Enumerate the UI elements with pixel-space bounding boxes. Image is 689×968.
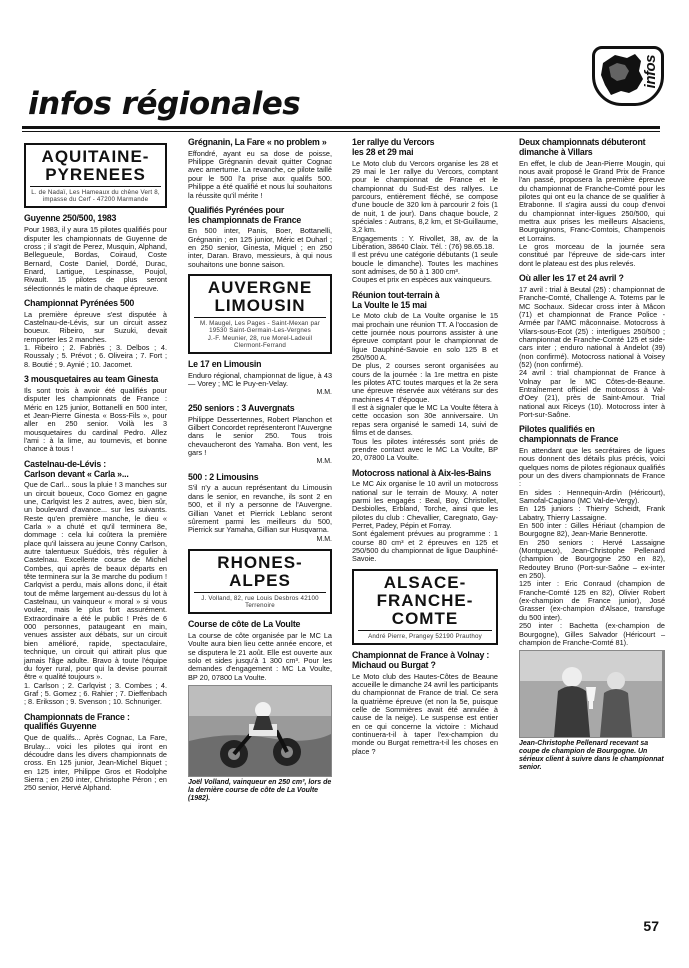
page-number: 57 <box>643 918 659 934</box>
article-heading: 3 mousquetaires au team Ginesta <box>24 374 159 385</box>
article-heading: Course de côte de La Voulte <box>188 619 301 630</box>
column-2 <box>188 138 332 803</box>
article-heading: Le 17 en Limousin <box>188 358 262 369</box>
region-box-alsace <box>352 569 498 645</box>
trophy-photo <box>519 650 665 738</box>
article-body: Le Moto club des Hautes-Côtes de Beaune accueille le dimanche 24 avril les participants du championnat de France de trial. Ce sera la quatrième épreuve (et non la 5e, puisque celle de Sommières avait été annulée à cause de la neige). Le suspense est entier en ce qui concerne la victoire : Michaud continuera-t-il à taper l'ex-champion du monde ou Burgat remettra-t-il les choses en place ? <box>352 671 499 756</box>
article-heading: Réunion tout-terrain à La Voulte le 15 mai <box>352 289 440 310</box>
article-heading: Championnats de France : qualifiés Guyenne <box>24 711 130 732</box>
photo-caption: Jean-Christophe Pellenard recevant sa coupe de champion de Bourgogne. Un sérieux client à suivre dans le championnat senior. <box>519 740 664 772</box>
article-heading: Championnat de France à Volnay : Michaud ou Burgat ? <box>352 649 490 670</box>
article-heading: Pilotes qualifiés en championnats de France <box>519 424 619 445</box>
region-title: RHONES- ALPES <box>194 554 326 593</box>
region-title: AUVERGNE LIMOUSIN <box>194 279 326 318</box>
article-signature: M.M. <box>316 535 332 543</box>
photo-caption: Joël Volland, vainqueur en 250 cm³, lors de la dernière course de côte de La Voulte (1982). <box>188 779 332 803</box>
article-body: En 500 inter, Panis, Boer, Bottanelli, Grégnanin ; en 125 junior, Méric et Duharl ; en 250 senior, Ginesta, Miquel ; en 250 inter, Daran. Bravo, messieurs, à qui nous souhaitons une bonne saison. <box>188 226 332 269</box>
infos-logo <box>592 46 664 106</box>
region-box-rhones-alpes <box>188 549 332 614</box>
article-body: En attendant que les secrétaires de ligues nous donnent des détails plus précis, voici quelques noms de pilotes régionaux qualifiés pour un des divers championnats de France : En sides : Hennequin-Ardin (Héricourt), Samofal-Cagiano (MC Val-de-Vergy). En 125 juniors : Thierry Scheidt, Frank Labatry, Thierry Lassaigne. En 500 inter : Gilles Hériaut (champion de Bourgogne 82), Jean-Marie Bennerotte. En 250 seniors : Hervé Lassaigne (Montgueux), Jean-Christophe Pellenard (champion de Bourgogne 250 en 82), Redoutey Bruno (Port-sur-Saône – ex-inter en 250). 125 inter : Eric Conraud (champion de Franche-Comté 125 en 82), Olivier Robert (ex-champion de France junior), José Grasser (ex-champion d'Alsace, transfuge du 500 inter). 250 inter : Bachetta (ex-champion de Bourgogne), Gilles Salvador (Héricourt – champion de Franche-Comté 81). <box>519 445 665 647</box>
title-rule-thin <box>22 131 660 132</box>
article-body: En effet, le club de Jean-Pierre Mougin, qui nous avait proposé le Grand Prix de France l'an passé, proposera la première épreuve du championnat de Franche-Comté pour les pilotes qui ont eu la chance de se qualifier à Etrabonne. Il s'agira aussi du coup d'envoi du championnat inter-ligues 250/500, qui mettra aux prises les meilleurs Alsaciens, Bourguignons, Franc-Comtois, Champenois et Lorrains. Le gros morceau de la journée sera constitué par l'épreuve de side-cars inter dont le plateau est des plus relevés. <box>519 158 665 268</box>
article-signature: M.M. <box>316 458 332 466</box>
column-4 <box>519 138 665 772</box>
region-address: M. Maugel, Les Pages - Saint-Mexan par 19530 Saint-Germain-Les-Vergnes J.-F. Meunier, 28, rue Morel-Ladeuil Clermont-Ferrand <box>199 320 321 349</box>
region-address: J. Volland, 82, rue Louis Desbros 42100 Terrenoire <box>201 594 319 610</box>
motorcycle-photo <box>188 685 332 777</box>
article-heading: Où aller les 17 et 24 avril ? <box>519 273 624 284</box>
article-body: Philippe Dessertennes, Robert Planchon et Gilbert Concordet représenteront l'Auvergne dans le senior 250. Tous trois chevaucheront des Yamaha. Bon vent, les gars ! <box>188 414 332 457</box>
article-body: S'il n'y a aucun représentant du Limousin dans le senior, en revanche, ils sont 2 en 500, et il n'y a personne de l'Auvergne. Gillian Vanet et Pierrick Leblanc seront sûrement parmi les meilleurs du 500, Pierrick sur Yamaha, Gillian sur Husqvarna. <box>188 483 332 535</box>
article-heading: 250 seniors : 3 Auvergnats <box>188 402 295 413</box>
column-1 <box>24 138 167 794</box>
region-title: AQUITAINE- PYRENEES <box>30 148 161 187</box>
article-body: Enduro régional, championnat de ligue, à 43 — Vorey ; MC le Puy-en-Velay. <box>188 370 332 389</box>
article-heading: Championnat Pyrénées 500 <box>24 297 135 308</box>
logo-word: infos <box>642 55 659 89</box>
article-heading: 500 : 2 Limousins <box>188 471 259 482</box>
article-body: Le Moto club du Vercors organise les 28 et 29 mai le 1er rallye du Vercors, comptant pour le championnat de France et le championnat du Sud-Est des rallyes. Le parcours, entièrement fléché, se compose d'une boucle de 320 km à parcourir 2 fois (1 de nuit, 1 de jour). Dans chaque boucle, 2 spéciales : Autrans, 8,2 km, et St-Guillaume, 3,2 km. Engagements : Y. Rivollet, 38, av. de la Libération, 38640 Claix. Tél. : (76) 98.65.18. Il est prévu une catégorie débutants (1 seule boucle le dimanche). Toutes les machines sont admises, de 50 à 1 300 cm³. Coupes et prix en espèces aux vainqueurs. <box>352 158 498 285</box>
article-heading: Deux championnats débuteront dimanche à Villars <box>519 137 646 157</box>
region-address: L. de Nadaï, Les Hameaux du chêne Vert 8, impasse du Cerf - 47200 Marmande <box>31 189 160 204</box>
region-address: André Pierre, Prangey 52190 Prauthoy <box>368 632 482 640</box>
article-body: Effondré, ayant eu sa dose de poisse, Philippe Grégnanin devait quitter Cognac avec amertume. La revanche, ce pilote taillé pour le 500 l'a prise aux qualifs 500. Philippe a été qualifié et nous lui souhaitons la réussite qu'il mérite ! <box>188 148 332 200</box>
article-body: Pour 1983, il y aura 15 pilotes qualifiés pour disputer les championnats de Guyenne de cross ; il s'agit de Perez, Musquin, Alphand, Bellegueule, Bordas, Coiraud, Coste Bernard, Coste Daniel, Dordé, Durac, Enard, Lartigue, Lespinasse, Poujol, Rivault. 15 pilotes de plus seront sélectionnés le matin de chaque épreuve. <box>24 225 167 293</box>
article-body: Le Moto club de La Voulte organise le 15 mai prochain une réunion TT. A l'occasion de cette journée nous pourrons assister à une épreuve comptant pour le championnat de ligue Dauphiné-Savoie en solo 125 B et 250/500 A. De plus, 2 courses seront organisées au cours de la journée : la 1re mettra en piste les pilotes ATC toutes marques et la 2e sera une épreuve réservée aux vétérans sur des machines 4 T d'époque. Il est à signaler que le MC La Voulte fêtera à cette occasion son 30e anniversaire. Un repas sera organisé le samedi 14, suivi de films et de danses. Tous les pilotes intéressés sont priés de prendre contact avec le MC La Voulte, BP 20, 07800 La Voulte. <box>352 311 498 463</box>
article-heading: Qualifiés Pyrénées pour les championnats de France <box>188 204 302 225</box>
article-body: Que de qualifs... Après Cognac, La Fare, Brulay... voici les pilotes qui iront en découdre dans les divers championnats de cross. En 125 junior, Jean-Michel Biquet ; en 125 inter, Philippe Gros et Rodolphe Sierra ; en 250 inter, Christophe Péron ; en 250 senior, Hervé Alphand. <box>24 733 167 793</box>
article-body: La course de côte organisée par le MC La Voulte aura bien lieu cette année encore, et se disputera le 21 août. Elle est ouverte aux solo et sides jusqu'à 1 300 cm³. Pour les demandes d'engagement : MC La Voulte, BP 20, 07800 La Voulte. <box>188 631 332 682</box>
title-rule <box>22 126 660 129</box>
article-heading: Grégnanin, La Fare « no problem » <box>188 137 327 147</box>
article-heading: Guyenne 250/500, 1983 <box>24 213 117 224</box>
column-3 <box>352 138 498 757</box>
article-body: 17 avril : trial à Beutal (25) : championnat de Franche-Comté, Challenge A. Totems par le MC Sochaux. Sidecar cross inter à Mâcon (71) et championnat de France Police - Armée par l'AMC mâconnaise. Motocross à Vilars-sous-Ecot (25) : interligues 250/500 ; championnat de Franche-Comté 125 et side-cars inter ; enduro national à Andelot (39) (non confirmé). Motocross national à Voisey (52) (non confirmé). 24 avril : trial championnat de France à Volnay par le MC Côtes-de-Beaune. Entraînement officiel de motocross à Val-d'Oey (21), près de Saint-Amour. Trial national aux Riceys (10). Motocross inter à Port-sur-Saône. <box>519 284 665 420</box>
page-title: infos régionales <box>28 86 301 122</box>
article-body: Le MC Aix organise le 10 avril un motocross national sur le terrain de Mouxy. A noter parmi les engagés : Beal, Boy, Christollet, Desbiolles, Erbland, Torche, ainsi que les pilotes du club : Chevallier, Caregnato, Gay-Perret, Padey, Pépin et Forray. Sont également prévues au programme : 1 course 80 cm³ et 2 épreuves en 125 et 250/500 du championnat de ligue Dauphiné-Savoie. <box>352 479 498 564</box>
article-body: La première épreuve s'est disputée à Castelnau-de-Lévis, sur un circuit assez boueux. Ribeiro, sur Suzuki, devait remporter les 2 manches. 1. Ribeiro ; 2. Fabriès ; 3. Delbos ; 4. Roussaly ; 5. Prévot ; 6. Oliveira ; 7. Fort ; 8. Boutié ; 9. Aynié ; 10. Jacomet. <box>24 309 167 369</box>
article-body: Ils sont trois à avoir été qualifiés pour disputer les championnats de France : Méric en 125 junior, Bottanelli en 500 inter, et Jean-Pierre Ginesta « Boss-Fils », pour aller en 250 senior. Voilà les 3 mousquetaires du cardinal Pedro. Allez l'ami : à la lime, au tournevis, et bonne chance à tous ! <box>24 385 167 454</box>
region-box-aquitaine <box>24 143 167 208</box>
article-heading: Motocross national à Aix-les-Bains <box>352 467 492 478</box>
region-box-auvergne <box>188 274 332 354</box>
article-heading: 1er rallye du Vercors les 28 et 29 mai <box>352 137 435 157</box>
article-signature: M.M. <box>316 389 332 397</box>
region-title: ALSACE- FRANCHE- COMTE <box>358 574 492 631</box>
article-heading: Castelnau-de-Lévis : Carlson devant « Carla »... <box>24 458 129 479</box>
article-body: Que de Carl... sous la pluie ! 3 manches sur un circuit boueux, Coco Gomez en gagne une, Carlqvist les 2 autres, avec, bien sûr, un boulevard d'avance... sur les suivants. Reste qu'en première manche, le dieu « Carla » a chuté et qu'il terminera 8e, dommage : cela lui coûtera la première place qu'il laissera au jeune Conny Carlson, autre talentueux Suédois, très régulier à Castelnau. Excellente course de Michel Combes, qui après de beaux départs en tête terminera sur la 3e marche du podium ! Carlqvist a perdu, mais allons donc, il était tout de même largement au-dessus du lot à Castelnau, un vainqueur « moral » si vous voulez, mais le plus fort assurément. Extraordinaire a été le public ! Près de 6 000 personnes, pataugeant en main, venues assister aux débats, sur un circuit bien amélioré, rapide, spectaculaire, technique, un circuit qui attirait plus que jamais l'âge adulte. Bravo à toute l'équipe du foyer rural, pour qui la devise pourrait être « qualité toujours ». 1. Carlson ; 2. Carlqvist ; 3. Combes ; 4. Graf ; 5. Gomez ; 6. Rahier ; 7. Dieffenbach ; 8. Eriksson ; 9. Svenson ; 10. Schnuriger. <box>24 480 167 707</box>
